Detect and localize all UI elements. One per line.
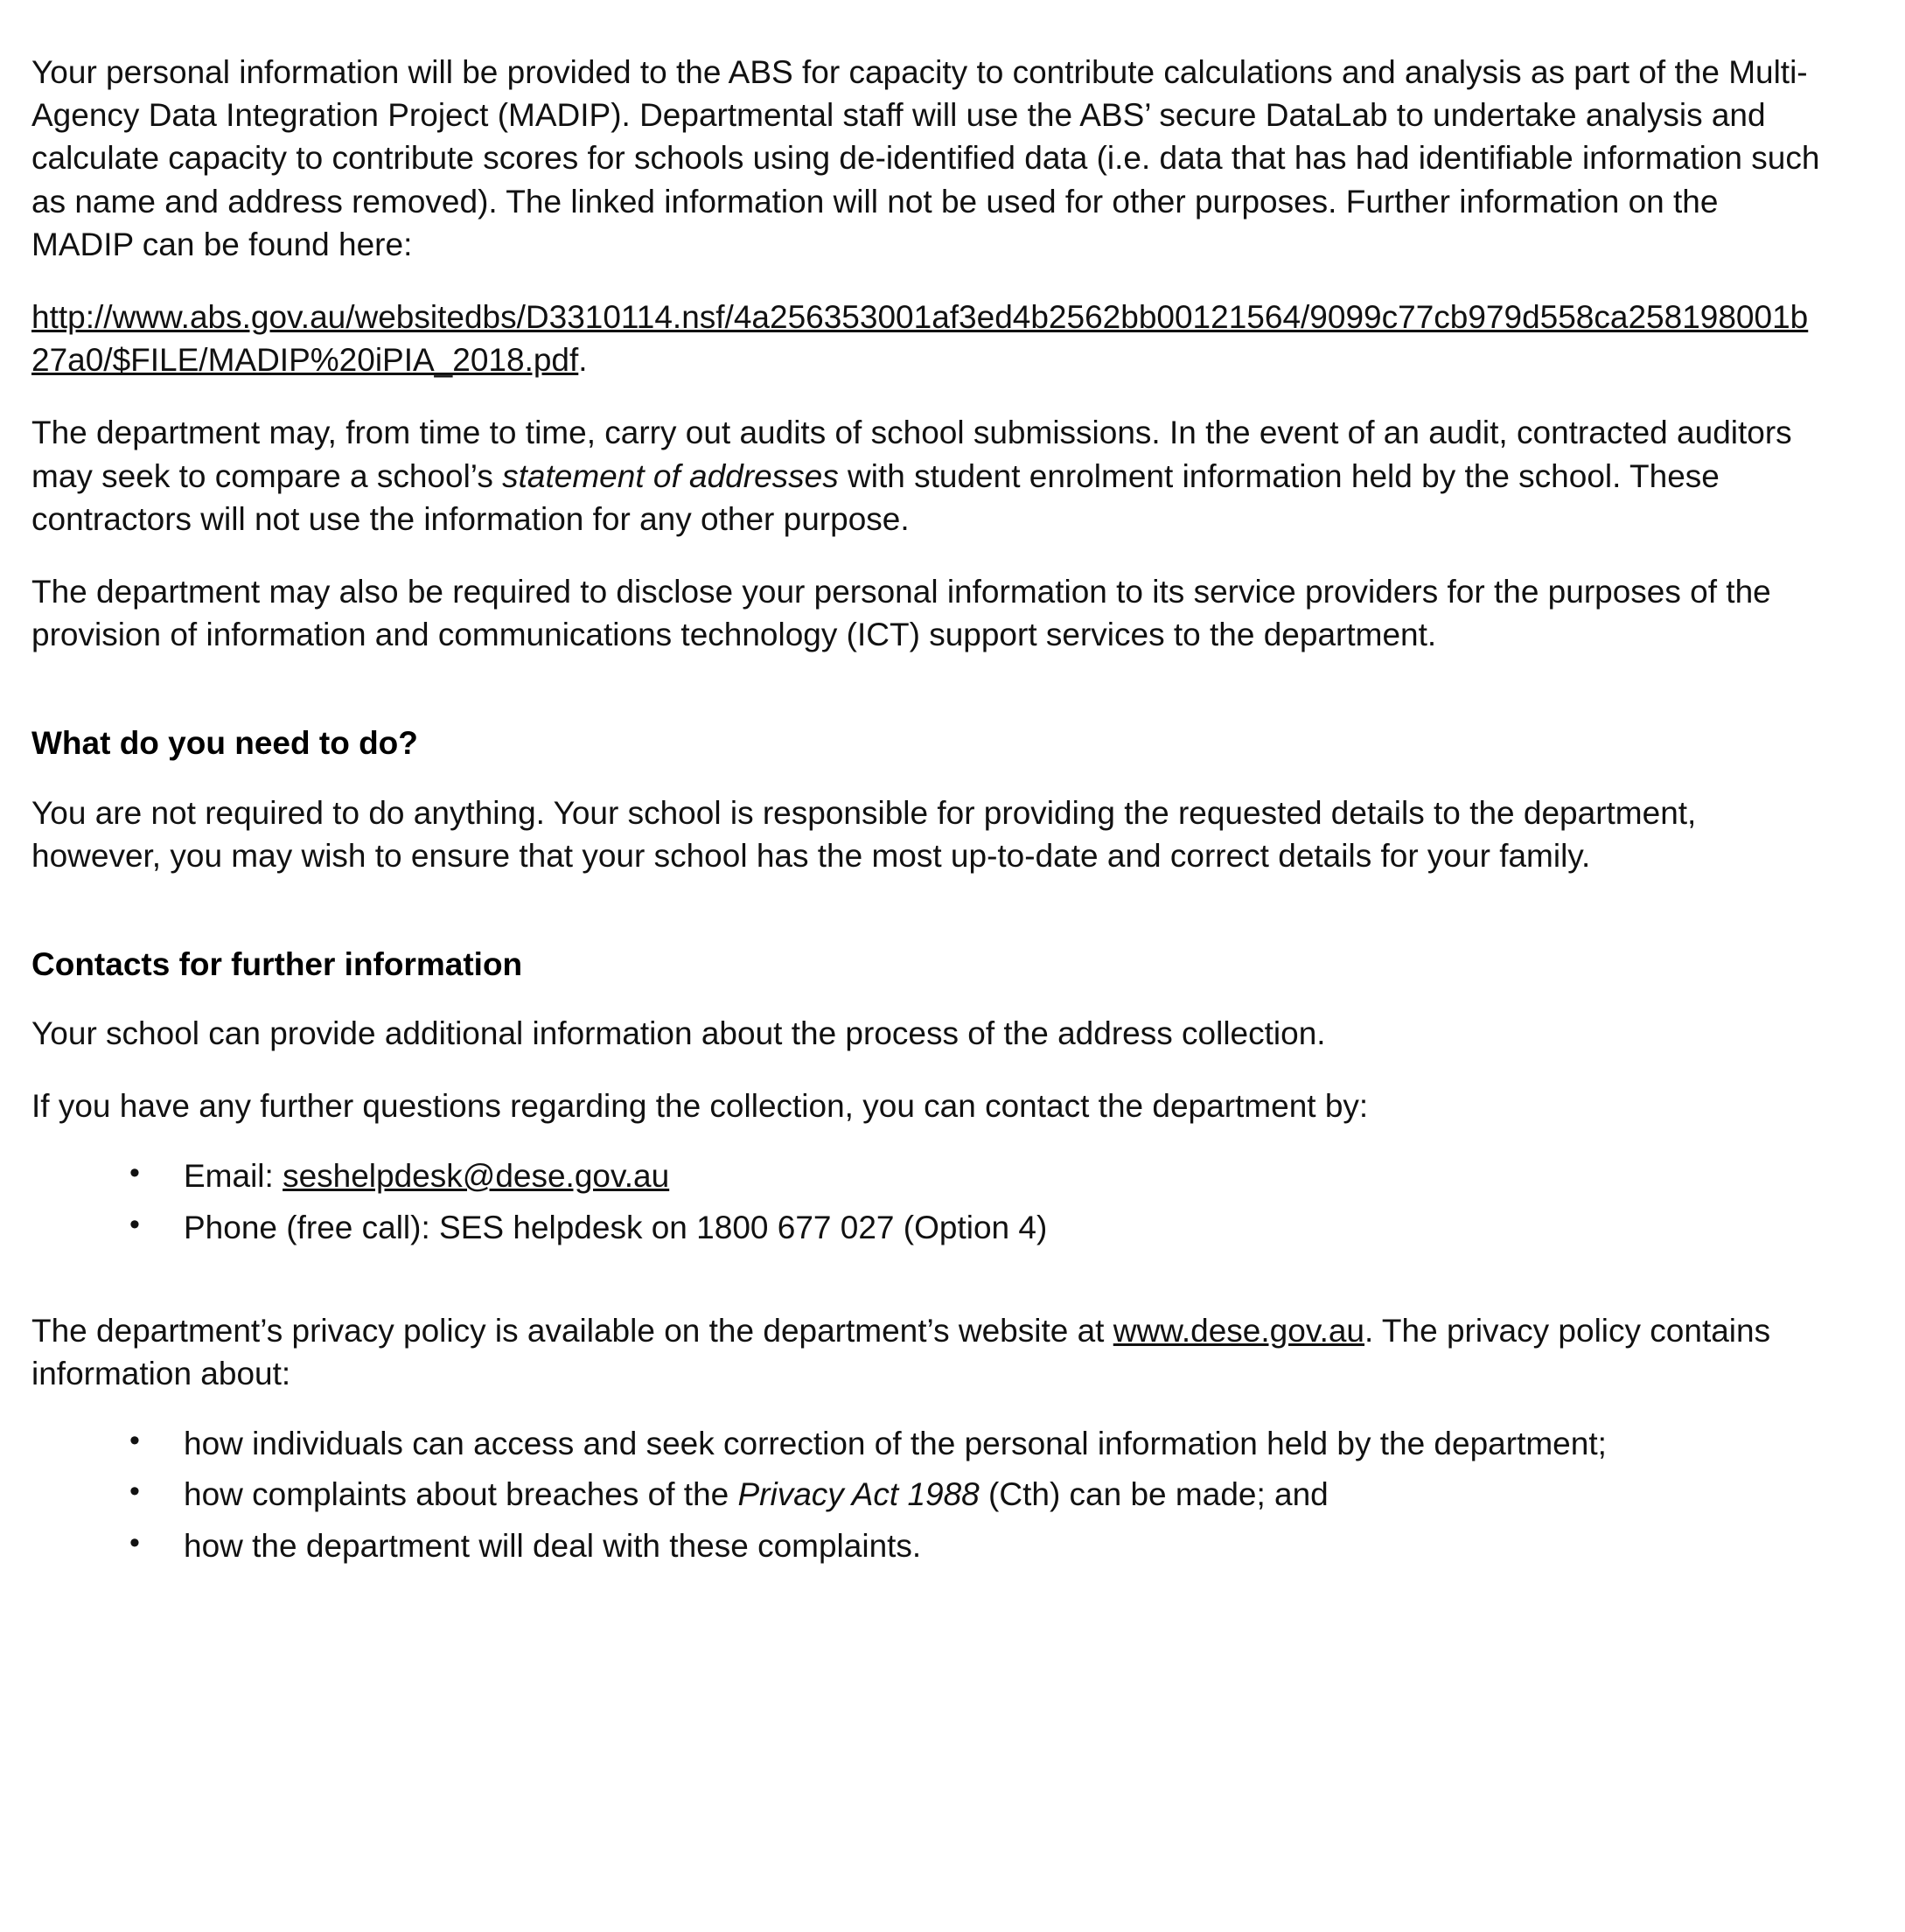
madip-pdf-link[interactable]: http://www.abs.gov.au/websitedbs/D3310114.nsf/4a256353001af3ed4b2562bb00121564/9099c77cb979d558ca258198001b27a0/$FILE/MADIP%20iPIA_2018.pdf xyxy=(31,299,1809,379)
privacy-item-0-part1: how individuals can access and seek correction of the personal information held by the department; xyxy=(184,1425,1607,1461)
privacy-policy-topics-list xyxy=(31,1421,1821,1570)
email-label: Email: xyxy=(184,1158,283,1195)
paragraph-school-additional-info: Your school can provide additional information about the process of the address collection. xyxy=(31,1015,1326,1052)
privacy-item-1-part2: (Cth) can be made; and xyxy=(979,1476,1329,1513)
list-item-complaint-handling xyxy=(129,1524,1821,1570)
contact-methods-list xyxy=(31,1154,1821,1251)
section-spacer-1 xyxy=(31,686,1821,722)
paragraph-audits-part2: with student enrolment information held by the school. These contractors will not use the information for any other purpose. xyxy=(31,457,1720,537)
section-spacer-3 xyxy=(31,1278,1821,1309)
privacy-item-2-part1: how the department will deal with these complaints. xyxy=(184,1527,922,1564)
list-item-complaints xyxy=(129,1472,1821,1518)
heading-contacts-for-further-information: Contacts for further information xyxy=(31,945,523,982)
phone-label: Phone (free call): SES helpdesk on 1800 677 027 (Option 4) xyxy=(184,1209,1048,1245)
section-spacer-2 xyxy=(31,907,1821,944)
email-link[interactable]: seshelpdesk@dese.gov.au xyxy=(283,1158,670,1195)
list-item-phone xyxy=(129,1205,1821,1252)
paragraph-madip-intro: Your personal information will be provided to the ABS for capacity to contribute calculations and analysis as part of the Multi-Agency Data Integration Project (MADIP). Departmental staff will use the ABS’ secure DataLab to undertake analysis and calculate capacity to contribute scores for schools using de-identified data (i.e. data that has had identifiable information such as name and address removed). The linked information will not be used for other purposes. Further information on the MADIP can be found here: xyxy=(31,54,1820,262)
madip-url-period: . xyxy=(578,342,588,379)
privacy-intro-part2: . The privacy policy contains information about: xyxy=(31,1312,1771,1391)
list-item-email xyxy=(129,1154,1821,1200)
paragraph-further-questions: If you have any further questions regarding the collection, you can contact the department by: xyxy=(31,1088,1369,1125)
paragraph-madip-url xyxy=(31,296,1821,381)
paragraph-service-providers: The department may also be required to disclose your personal information to its service providers for the purposes of the provision of information and communications technology (ICT) support services to the department. xyxy=(31,574,1771,653)
paragraph-what-to-do-body: You are not required to do anything. Your school is responsible for providing the requested details to the department, however, you may wish to ensure that your school has the most up-to-date and correct details for your family. xyxy=(31,794,1697,874)
list-item-access-correction xyxy=(129,1421,1821,1468)
privacy-item-1-part1: how complaints about breaches of the xyxy=(184,1476,738,1513)
privacy-intro-part1: The department’s privacy policy is available on the department’s website at xyxy=(31,1312,1113,1349)
paragraph-audits xyxy=(31,411,1821,541)
heading-what-do-you-need-to-do: What do you need to do? xyxy=(31,725,418,762)
statement-of-addresses-emphasis: statement of addresses xyxy=(502,457,839,494)
paragraph-audits-part1: The department may, from time to time, carry out audits of school submissions. In the event of an audit, contracted auditors may seek to compare a school’s xyxy=(31,415,1792,494)
dese-website-link[interactable]: www.dese.gov.au xyxy=(1113,1312,1365,1349)
privacy-act-emphasis: Privacy Act 1988 xyxy=(737,1476,980,1513)
paragraph-privacy-policy-intro xyxy=(31,1309,1821,1395)
